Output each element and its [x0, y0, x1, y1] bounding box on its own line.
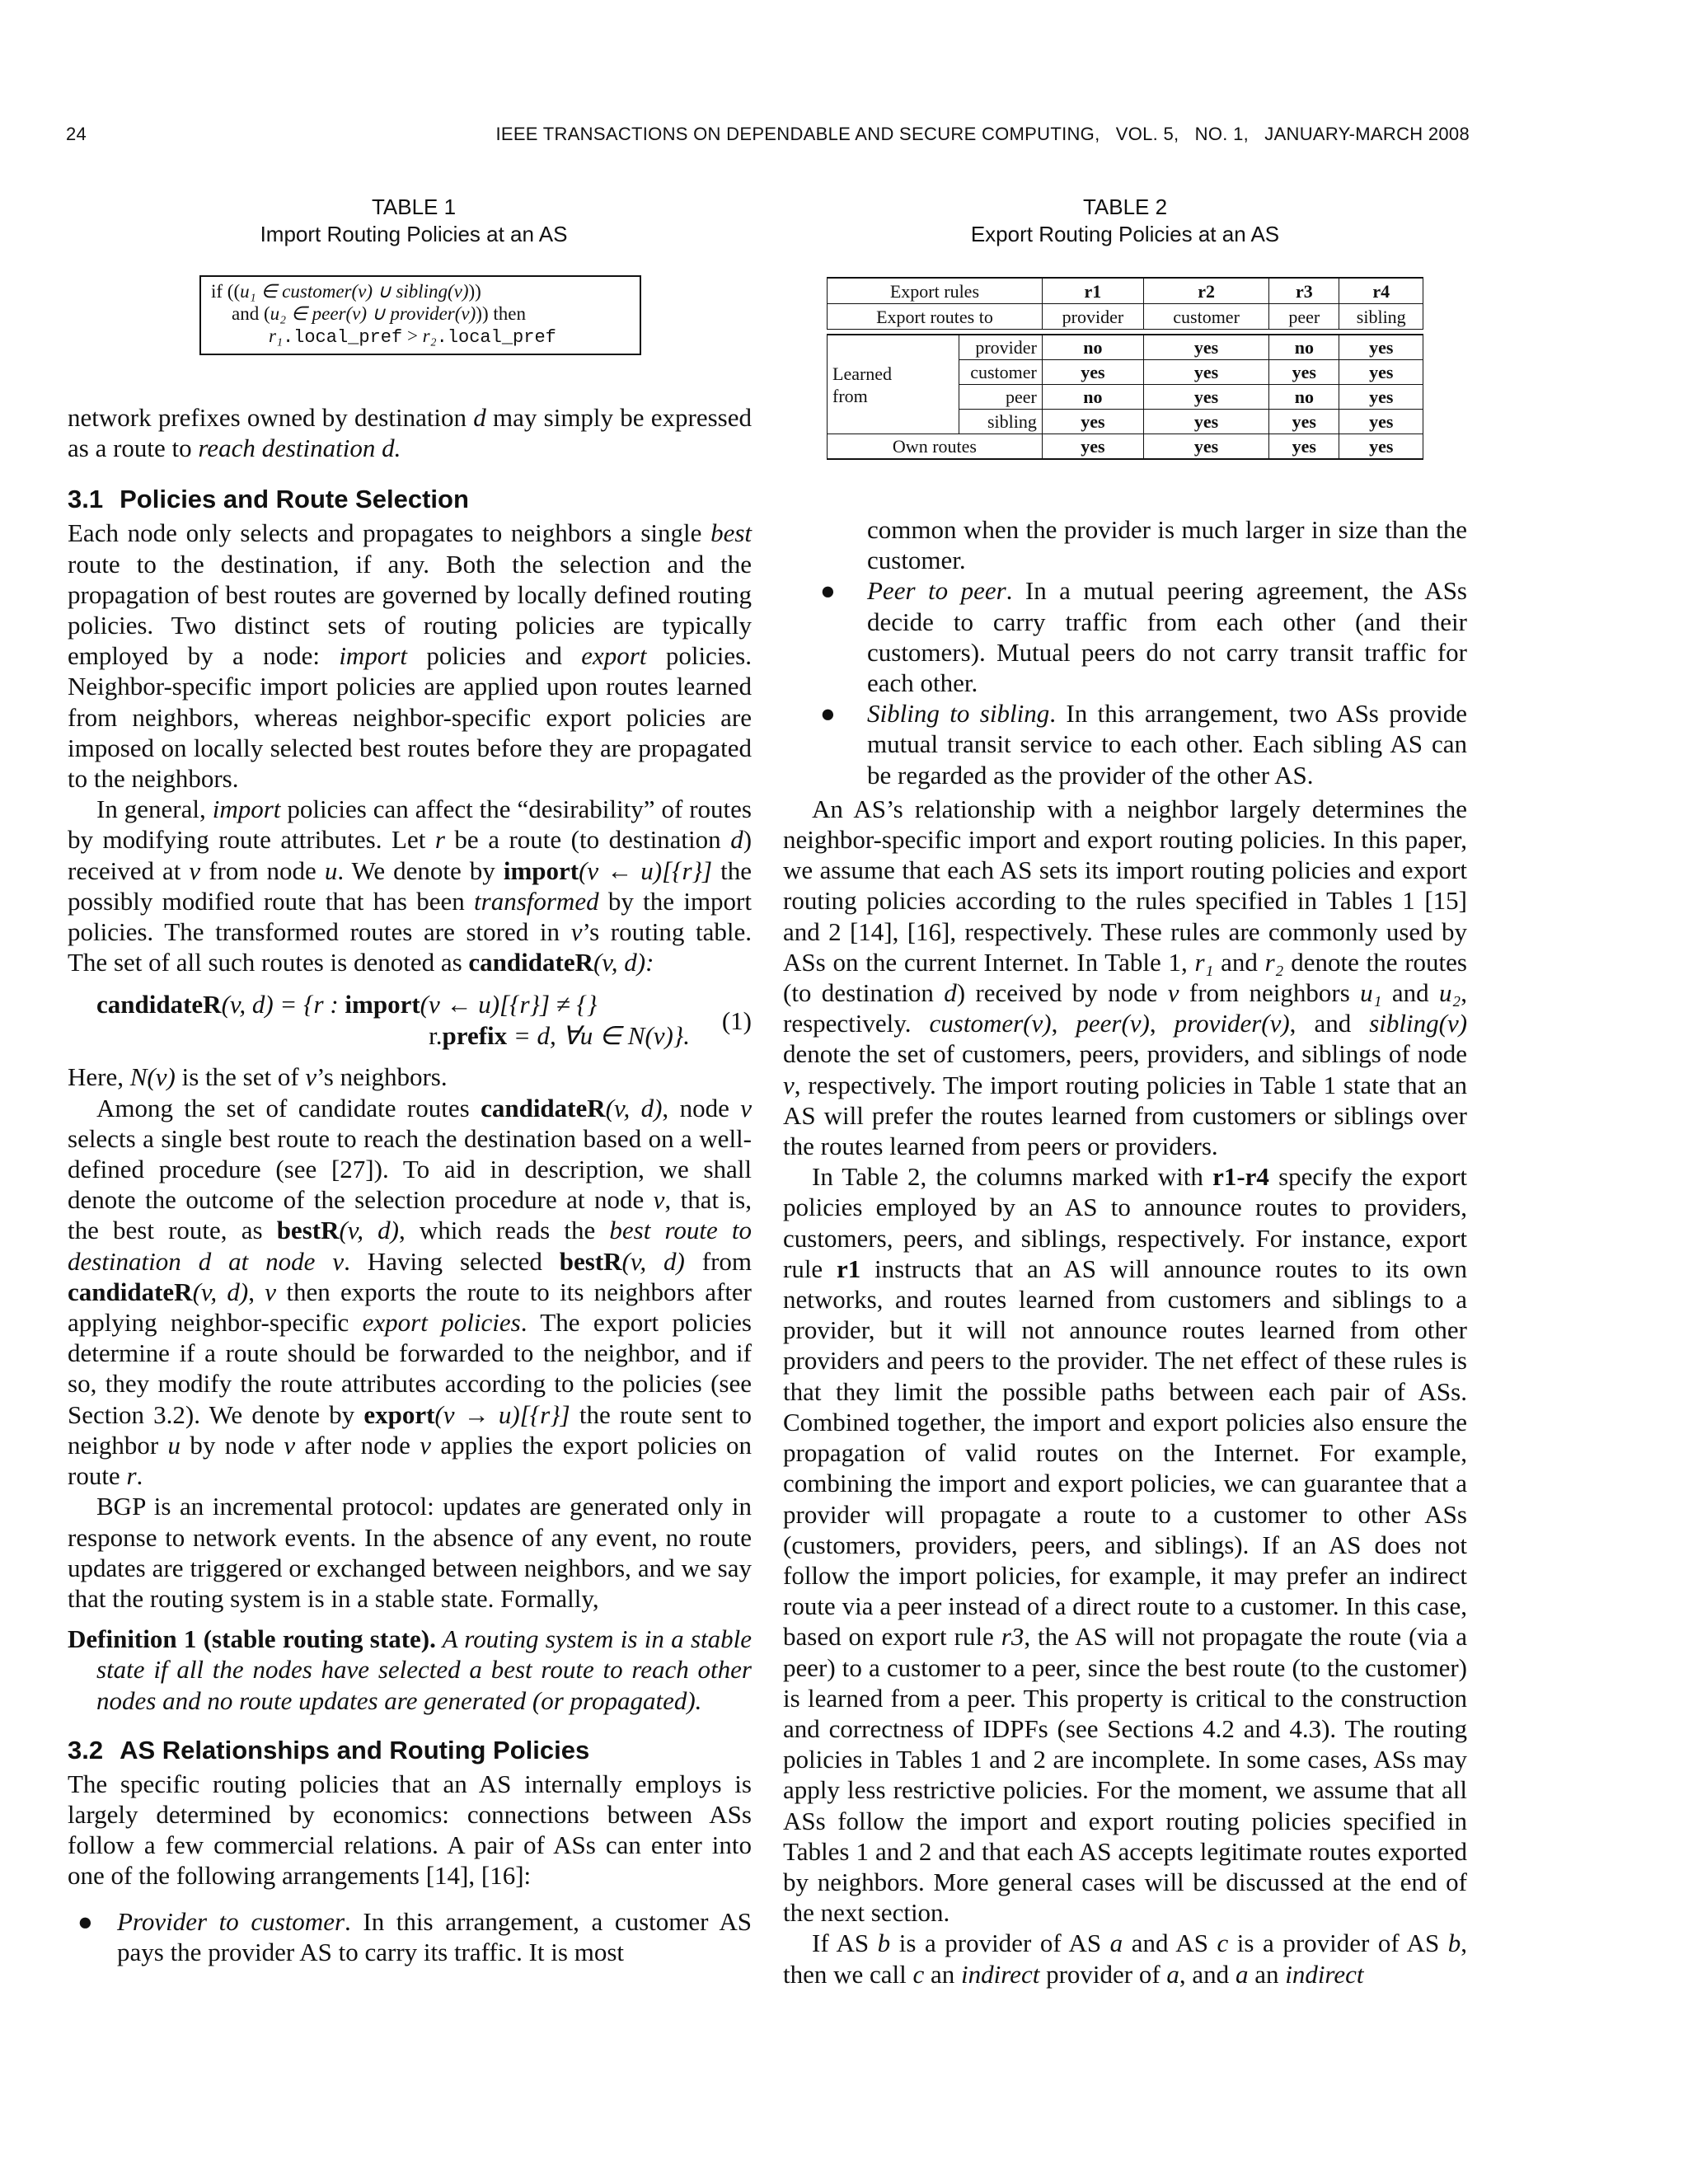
paragraph: Among the set of candidate routes candidateR(v, d), node v selects a single best route to reach the destination based on a well-defined procedure (see [27]). To aid in description, we shall denote the outcome of the selection procedure at node v, that is, the best route, as bestR(v, d), which reads the best route to destination d at node v. Having selected bestR(v, d) from candidateR(v, d), v then exports the route to its neighbors after applying neighbor-specific export policies. The export policies determine if a route should be forwarded to the neighbor, and if so, they modify the route attributes according to the policies (see Section 3.2). We denote by export(v → u)[{r}] the route sent to neighbor u by node v after node v applies the export policies on route r.: [68, 1093, 753, 1491]
table2-caption: [783, 194, 1467, 248]
table1-line2: and (u₂ ∈ peer(v) ∪ provider(v))) then: [232, 303, 526, 324]
bullet-icon: ●: [820, 576, 836, 606]
table2-header-targets: [828, 304, 1423, 330]
list-item-continuation: common when the provider is much larger in size than the customer.: [867, 515, 1467, 575]
table2-target: peer: [1269, 304, 1339, 330]
table2-cell: yes: [1143, 434, 1268, 460]
equation-number: (1): [721, 1006, 752, 1036]
section-3-1-heading: 3.1 Policies and Route Selection: [68, 485, 469, 514]
table2-cell: yes: [1269, 410, 1339, 434]
table2-rules-label: Export rules: [828, 278, 1043, 304]
left-column: [68, 402, 752, 1967]
table1-line3: r₁.local_pref > r₂.local_pref: [269, 326, 556, 348]
table2-cell: yes: [1143, 410, 1268, 434]
table2-cell: yes: [1269, 360, 1339, 385]
arrangement-list: [68, 1906, 752, 1967]
table2-cell: yes: [1339, 385, 1423, 410]
table2-cell: no: [1269, 335, 1339, 360]
paragraph: The specific routing policies that an AS internally employs is largely determined by economics: connections between ASs follow a few commercial relations. A pair of ASs can enter into one of the following arrangements [14], [16]:: [68, 1769, 752, 1891]
table1-box: [199, 275, 641, 355]
table2-cell: yes: [1042, 410, 1143, 434]
paragraph: BGP is an incremental protocol: updates are generated only in response to network events. In the absence of any event, no route updates are triggered or exchanged between neighbors, and we say that the routing system is in a stable state. Formally,: [68, 1492, 752, 1613]
table2-cell: yes: [1143, 335, 1268, 360]
equation-line1: candidateR(v, d) = {r : import(v ← u)[{r}] ≠ {}: [96, 990, 598, 1019]
list-item: ● Peer to peer. In a mutual peering agreement, the ASs decide to carry traffic from each other (and their customers). Mutual peers do not carry transit traffic for each other.: [820, 576, 1467, 698]
bullet-icon: ●: [77, 1906, 93, 1936]
table1-title: Import Routing Policies at an AS: [260, 222, 568, 246]
list-item: ● Provider to customer. In this arrangement, a customer AS pays the provider AS to carry its traffic. It is most: [77, 1906, 752, 1966]
table2-title: Export Routing Policies at an AS: [970, 222, 1280, 246]
table2-cell: yes: [1042, 434, 1143, 460]
table2-cell: yes: [1143, 360, 1268, 385]
table1-caption: [68, 194, 760, 248]
paragraph: Here, N(v) is the set of v’s neighbors.: [68, 1062, 448, 1092]
table2-row-own: [828, 434, 1423, 460]
table2-cell: yes: [1339, 335, 1423, 360]
bullet-icon: ●: [820, 699, 836, 729]
table2-cell: yes: [1339, 360, 1423, 385]
table2-source: provider: [959, 335, 1042, 360]
table2-own-routes-label: Own routes: [828, 434, 1043, 460]
paragraph: An AS’s relationship with a neighbor largely determines the neighbor-specific import and export routing policies. In this paper, we assume that each AS sets its import routing policies and export routing policies according to the rules specified in Tables 1 [15] and 2 [14], [16], respectively. These rules are commonly used by ASs on the current Internet. In Table 1, r₁ and r₂ denote the routes (to destination d) received by node v from neighbors u₁ and u₂, respectively. customer(v), peer(v), provider(v), and sibling(v) denote the set of customers, peers, providers, and siblings of node v, respectively. The import routing policies in Table 1 state that an AS will prefer the routes learned from customers or siblings over the routes learned from peers or providers.: [783, 794, 1468, 1161]
running-header: [66, 124, 1470, 157]
table2-source: sibling: [959, 410, 1042, 434]
table2-rule: r2: [1143, 278, 1268, 304]
table2-cell: no: [1042, 385, 1143, 410]
list-item: ● Sibling to sibling. In this arrangement, two ASs provide mutual transit service to each other. Each sibling AS can be regarded as the provider of the other AS.: [820, 699, 1467, 790]
table2-cell: yes: [1143, 385, 1268, 410]
table2-grid: [827, 277, 1423, 460]
equation-line2: r.prefix = d, ∀u ∈ N(v)}.: [429, 1021, 690, 1051]
intro-paragraph: network prefixes owned by destination d may simply be expressed as a route to reach destination d.: [68, 403, 753, 463]
table2-targets-label: Export routes to: [828, 304, 1043, 330]
table2-rule: r3: [1269, 278, 1339, 304]
table2-cell: yes: [1269, 434, 1339, 460]
table2-source: peer: [959, 385, 1042, 410]
paragraph: Each node only selects and propagates to neighbors a single best route to the destination, if any. Both the selection and the propagation of best routes are governed by locally defined routing policies. Two distinct sets of routing policies are typically employed by a node: import policies and export policies. Neighbor-specific import policies are applied upon routes learned from neighbors, whereas neighbor-specific export policies are imposed on locally selected best routes before they are propagated to the neighbors.: [68, 518, 752, 794]
page-number: 24: [66, 124, 87, 144]
arrangement-list-cont: [783, 514, 1467, 790]
table2-target: customer: [1143, 304, 1268, 330]
table1-line1: if ((u₁ ∈ customer(v) ∪ sibling(v))): [211, 281, 481, 302]
table2-source: customer: [959, 360, 1042, 385]
table1-label: TABLE 1: [371, 194, 457, 219]
journal-title: IEEE TRANSACTIONS ON DEPENDABLE AND SECURE COMPUTING, VOL. 5, NO. 1, JANUARY-MARCH 2008: [495, 124, 1470, 144]
table2-cell: yes: [1042, 360, 1143, 385]
table2-cell: yes: [1339, 410, 1423, 434]
table2-cell: yes: [1339, 434, 1423, 460]
paragraph: If AS b is a provider of AS a and AS c is a provider of AS b, then we call c an indirect provider of a, and a an indirect: [783, 1929, 1467, 1989]
definition-1: Definition 1 (stable routing state). A routing system is in a stable state if all the nodes have selected a best route to reach other nodes and no route updates are generated (or propagated).: [68, 1624, 752, 1715]
table2-cell: no: [1042, 335, 1143, 360]
equation-1: [68, 989, 752, 1055]
table2-target: provider: [1042, 304, 1143, 330]
table2-rule: r4: [1339, 278, 1423, 304]
table2-rule: r1: [1042, 278, 1143, 304]
table2-target: sibling: [1339, 304, 1423, 330]
paragraph: In general, import policies can affect the “desirability” of routes by modifying route attributes. Let r be a route (to destination d) received at v from node u. We denote by import(v ← u)[{r}] the possibly modified route that has been transformed by the import policies. The transformed routes are stored in v’s routing table. The set of all such routes is denoted as candidateR(v, d):: [68, 794, 753, 977]
paragraph: In Table 2, the columns marked with r1-r4 specify the export policies employed by an AS to announce routes to providers, customers, peers, and siblings, respectively. For instance, export rule r1 instructs that an AS will announce routes to its own networks, and routes learned from customers and siblings to a provider, but it will not announce routes learned from other providers and peers to the provider. The net effect of these rules is that they limit the possible paths between each pair of ASs. Combined together, the import and export policies also ensure the propagation of valid routes on the Internet. For example, combining the import and export policies, we can guarantee that a provider will propagate a route to a customer to other ASs (customers, providers, peers, and siblings). If an AS does not follow the import policies, for example, it may prefer an indirect route via a peer instead of a direct route to a customer. In this case, based on export rule r3, the AS will not propagate the route (via a peer) to a customer to a peer, since the best route (to the customer) is learned from a peer. This property is critical to the construction and correctness of IDPFs (see Sections 4.2 and 4.3). The routing policies in Tables 1 and 2 are incomplete. In some cases, ASs may apply less restrictive policies. For the moment, we assume that all ASs follow the import and export routing policies specified in Tables 1 and 2 and that each AS accepts legitimate routes exported by neighbors. More general cases will be discussed at the end of the next section.: [783, 1162, 1468, 1928]
table2-header-rules: [828, 278, 1423, 304]
table2-cell: no: [1269, 385, 1339, 410]
section-3-2-heading: 3.2 AS Relationships and Routing Policies: [68, 1735, 590, 1765]
table2-row: [828, 335, 1423, 360]
table2-label: TABLE 2: [1082, 194, 1168, 219]
right-column: [783, 514, 1467, 1990]
table2-learned-from: Learned from: [828, 335, 959, 434]
